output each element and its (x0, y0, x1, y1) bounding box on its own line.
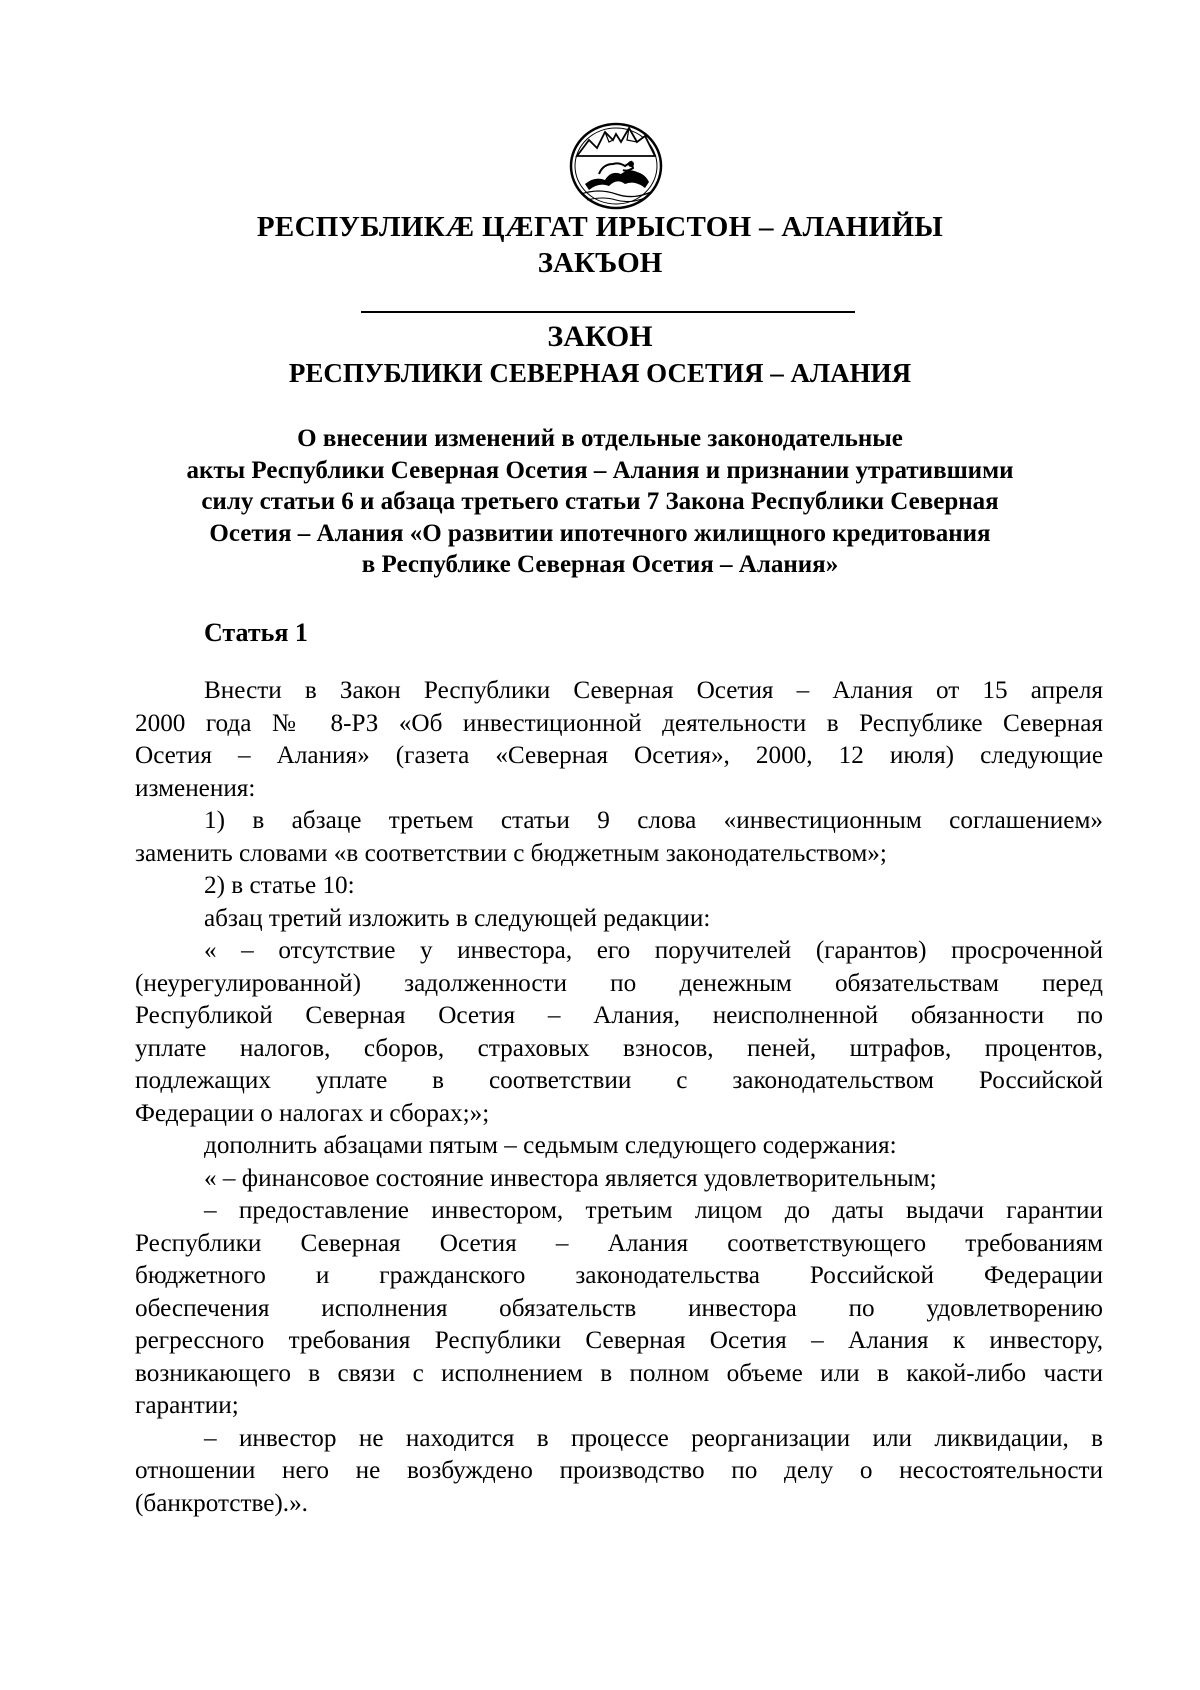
body-line: « – отсутствие у инвестора, его поручителей (гарантов) просроченной (204, 937, 1103, 964)
body-line: Осетия – Алания» (газета «Северная Осетия», 2000, 12 июля) следующие (135, 742, 1103, 769)
body-line: Федерации о налогах и сборах;»; (135, 1099, 490, 1127)
body-line: « – финансовое состояние инвестора является удовлетворительным; (204, 1164, 937, 1192)
body-line: Внести в Закон Республики Северная Осетия – Алания от 15 апреля (204, 677, 1103, 704)
header-divider (361, 311, 855, 313)
body-line: подлежащих уплате в соответствии с законодательством Российской (135, 1067, 1103, 1094)
body-line: заменить словами «в соответствии с бюджетным законодательством»; (135, 839, 887, 867)
article-body (135, 675, 1103, 1520)
body-line: обеспечения исполнения обязательств инвестора по удовлетворению (135, 1294, 1103, 1322)
law-title-line: Осетия – Алания «О развитии ипотечного жилищного кредитования (209, 519, 991, 547)
header-republic-name: РЕСПУБЛИКИ СЕВЕРНАЯ ОСЕТИЯ – АЛАНИЯ (288, 358, 912, 388)
body-line: – предоставление инвестором, третьим лицом до даты выдачи гарантии (204, 1197, 1103, 1224)
body-line: 2000 года № 8-РЗ «Об инвестиционной деятельности в Республике Северная (135, 709, 1103, 737)
body-line: абзац третий изложить в следующей редакции: (204, 904, 711, 932)
body-line: бюджетного и гражданского законодательства Российской Федерации (135, 1262, 1103, 1289)
header-ossetian-law: ЗАКЪОН (537, 247, 663, 279)
header-law-word: ЗАКОН (547, 320, 653, 353)
body-line: 2) в статье 10: (204, 872, 355, 899)
body-line: возникающего в связи с исполнением в полном объеме или в какой-либо части (135, 1359, 1103, 1387)
body-line: гарантии; (135, 1392, 239, 1419)
body-line: – инвестор не находится в процессе реорганизации или ликвидации, в (204, 1424, 1103, 1452)
law-title-line: силу статьи 6 и абзаца третьего статьи 7 Закона Республики Северная (201, 488, 999, 515)
law-title (100, 423, 1100, 581)
body-line: изменения: (135, 774, 256, 802)
law-title-line: в Республике Северная Осетия – Алания» (361, 551, 839, 578)
body-line: Республики Северная Осетия – Алания соответствующего требованиям (135, 1229, 1103, 1257)
body-line: (банкротстве).». (135, 1489, 308, 1517)
body-line: 1) в абзаце третьем статьи 9 слова «инвестиционным соглашением» (204, 807, 1103, 834)
body-line: Республикой Северная Осетия – Алания, неисполненной обязанности по (135, 1002, 1103, 1029)
body-line: дополнить абзацами пятым – седьмым следующего содержания: (204, 1132, 897, 1159)
article-heading: Статья 1 (204, 618, 308, 647)
law-title-line: О внесении изменений в отдельные законодательные (297, 425, 903, 452)
header-ossetian-republic: РЕСПУБЛИКӔ ЦӔГАТ ИРЫСТОН – АЛАНИЙЫ (256, 211, 944, 243)
body-line: (неурегулированной) задолженности по денежным обязательствам перед (135, 969, 1103, 997)
body-line: отношении него не возбуждено производство по делу о несостоятельности (135, 1457, 1103, 1484)
law-title-line: акты Республики Северная Осетия – Алания и признании утратившими (186, 456, 1014, 484)
body-line: регрессного требования Республики Северная Осетия – Алания к инвестору, (135, 1327, 1103, 1354)
body-line: уплате налогов, сборов, страховых взносов, пеней, штрафов, процентов, (135, 1034, 1103, 1062)
coat-of-arms-icon (565, 118, 667, 210)
